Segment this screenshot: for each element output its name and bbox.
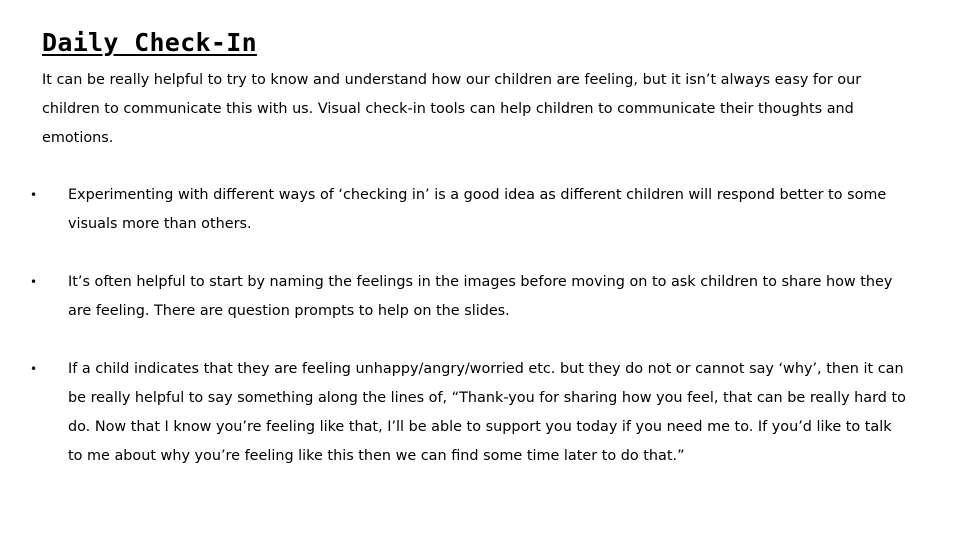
bullet-text: If a child indicates that they are feeling unhappy/angry/worried etc. but they do not or cannot say ‘why’, then it can be really helpful to say something along the lines of, “Thank-you for sharing how you feel, that can be really hard to do. Now that I know you’re feeling like that, I’ll be able to support you today if you need me to. If you’d like to talk to me about why you’re feeling like this then we can find some time later to do that.”	[68, 361, 906, 464]
bullet-dot-icon: •	[30, 362, 38, 376]
bullet-text: Experimenting with different ways of ‘checking in’ is a good idea as different children will respond better to some visuals more than others.	[68, 187, 887, 232]
page-title: Daily Check-In	[42, 28, 257, 57]
bullet-dot-icon: •	[30, 275, 38, 289]
bullet-item	[30, 355, 910, 471]
bullet-list	[30, 181, 910, 500]
bullet-item	[30, 268, 910, 326]
intro-paragraph: It can be really helpful to try to know and understand how our children are feeling, but it isn’t always easy for our children to communicate this with us. Visual check-in tools can help children to communicate their thoughts and emotions.	[42, 72, 862, 146]
bullet-item	[30, 181, 910, 239]
bullet-dot-icon: •	[30, 188, 38, 202]
bullet-text: It’s often helpful to start by naming the feelings in the images before moving on to ask children to share how they are feeling. There are question prompts to help on the slides.	[68, 274, 893, 319]
